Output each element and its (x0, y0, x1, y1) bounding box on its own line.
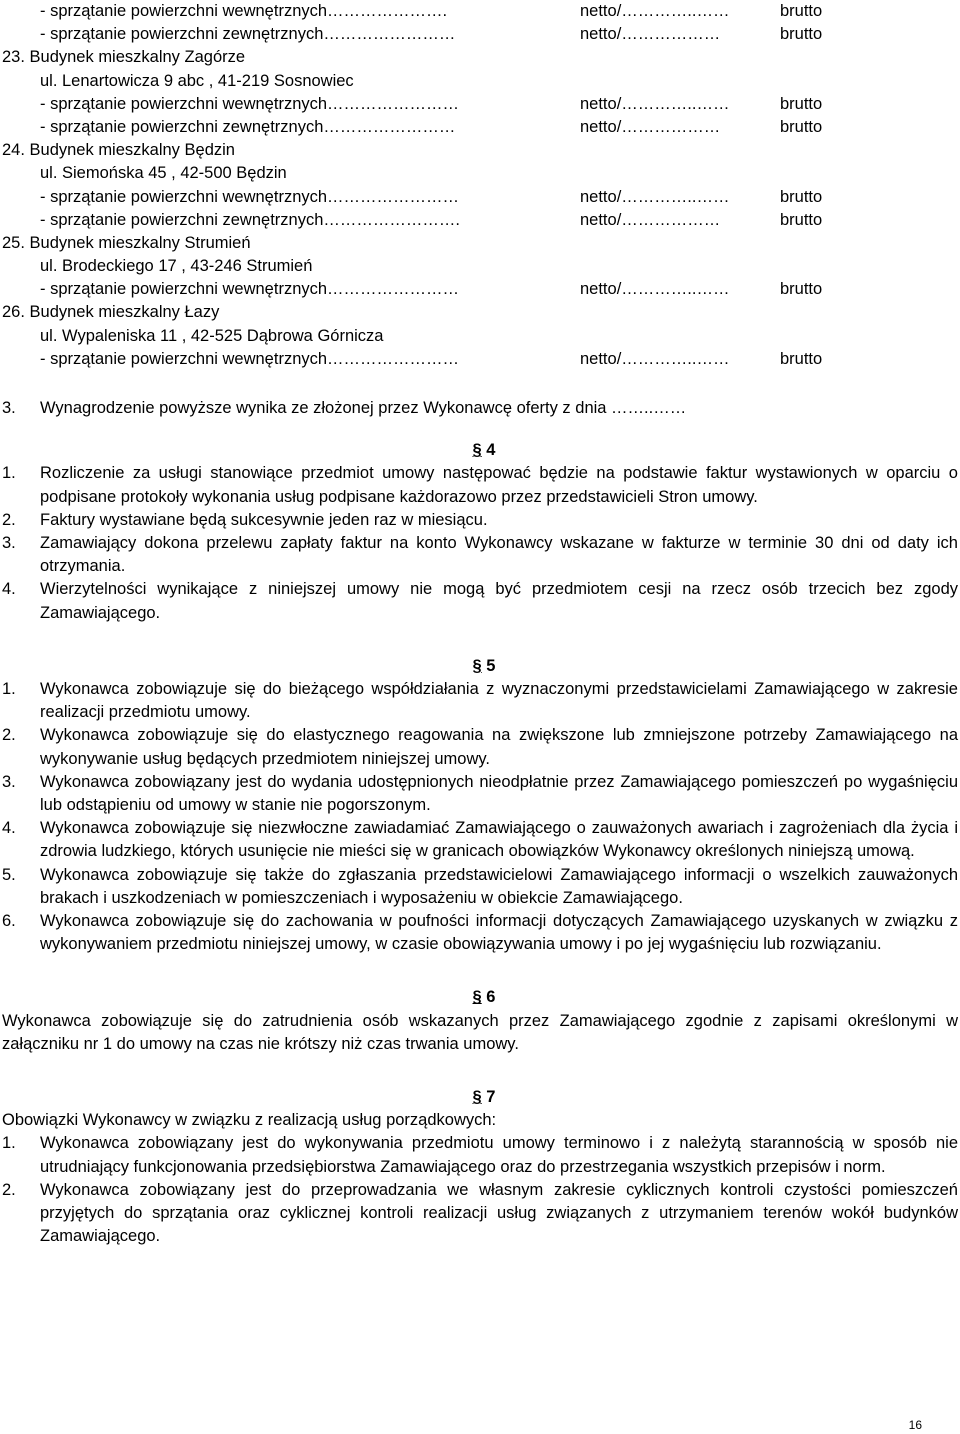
item-text: Wykonawca zobowiązany jest do przeprowadzania we własnym zakresie cyklicznych kontroli czystości pomieszczeń przyjętych do sprzątania oraz cyklicznej kontroli realizacji usług związanych z utrzymaniem terenów wokół budynków Zamawiającego. (40, 1180, 958, 1246)
section-number: 7 (486, 1088, 496, 1107)
item-text: Faktury wystawiane będą sukcesywnie jeden raz w miesiącu. (40, 510, 488, 529)
list-item (0, 532, 958, 578)
task-line (0, 93, 960, 116)
task-text: - sprzątanie powierzchni wewnętrznych…………………. (40, 2, 448, 20)
section-heading-7 (0, 1086, 960, 1109)
item-number: 6. (2, 912, 16, 931)
netto-label: netto/……………… (580, 25, 721, 44)
item-text: Wykonawca zobowiązany jest do wydania udostępnionych nieodpłatnie przez Zamawiającego pomieszczeń po wygaśnięciu lub odstąpieniu od umowy w stanie nie pogorszonym. (40, 772, 958, 815)
task-text: - sprzątanie powierzchni wewnętrznych…………………… (40, 187, 460, 206)
building-address (0, 162, 960, 185)
netto-label: netto/…………..…… (580, 349, 730, 368)
building-heading (0, 46, 960, 69)
brutto-label: brutto (780, 280, 823, 299)
task-line (0, 278, 960, 301)
item-text: Wynagrodzenie powyższe wynika ze złożonej przez Wykonawcę oferty z dnia ……..…… (40, 399, 687, 417)
task-text: - sprzątanie powierzchni zewnętrznych…………………… (40, 25, 456, 44)
item-number: 5. (2, 865, 16, 884)
list-item (0, 771, 958, 817)
building-address (0, 70, 960, 93)
brutto-label: brutto (780, 210, 823, 229)
task-line (0, 186, 960, 209)
task-text: - sprzątanie powierzchni zewnętrznych…………………… (40, 117, 456, 136)
item-number: 1. (2, 680, 16, 699)
item-number: 3. (2, 534, 16, 553)
item-text: Rozliczenie za usługi stanowiące przedmiot umowy następować będzie na podstawie faktur wystawionych w oparciu o podpisane protokoły wykonania usług podpisane każdorazowo przez przedstawicieli Stron umowy. (40, 464, 958, 506)
section-number: 4 (486, 441, 496, 460)
brutto-label: brutto (780, 349, 823, 368)
building-heading-text: 25. Budynek mieszkalny Strumień (2, 233, 251, 252)
task-line (0, 23, 960, 46)
list-item (0, 817, 958, 863)
item-text: Wykonawca zobowiązany jest do wykonywania przedmiotu umowy terminowo i z należytą starannością w sposób nie utrudniający funkcjonowania przedsiębiorstwa Zamawiającego oraz do przestrzegania wszystkich przepisów i norm. (40, 1134, 958, 1176)
item-text: Wykonawca zobowiązuje się niezwłoczne zawiadamiać Zamawiającego o zauważonych awariach i zagrożeniach dla życia i zdrowia ludzkiego, których usunięcie nie mieści się w granicach obowiązków Wykonawcy określonych niniejszą umową. (40, 819, 958, 861)
item-number: 1. (2, 1134, 16, 1153)
paragraph-symbol: § (472, 988, 482, 1007)
building-heading (0, 232, 960, 255)
section-heading-4 (0, 439, 960, 462)
brutto-label: brutto (780, 117, 823, 136)
buildings-list (0, 0, 960, 371)
building-heading-text: 24. Budynek mieszkalny Będzin (2, 141, 235, 160)
building-heading-text: 26. Budynek mieszkalny Łazy (2, 303, 220, 322)
section-paragraph: Wykonawca zobowiązuje się do zatrudnienia osób wskazanych przez Zamawiającego zgodnie z zapisami określonymi w załączniku nr 1 do umowy na czas nie krótszy niż czas trwania umowy. (2, 1011, 958, 1053)
brutto-label: brutto (780, 187, 823, 206)
section-heading-5 (0, 655, 960, 678)
list-item (0, 578, 958, 624)
building-address-text: ul. Brodeckiego 17 , 43-246 Strumień (40, 257, 313, 276)
netto-label: netto/……………… (580, 210, 721, 229)
task-line (0, 209, 960, 232)
item-text: Zamawiający dokona przelewu zapłaty faktur na konto Wykonawcy wskazane w fakturze w terminie 30 dni od daty ich otrzymania. (40, 534, 958, 576)
building-address-text: ul. Wypaleniska 11 , 42-525 Dąbrowa Górnicza (40, 326, 384, 345)
paragraph-symbol: § (472, 1088, 482, 1107)
task-line (0, 0, 960, 23)
task-text: - sprzątanie powierzchni zewnętrznych……………………. (40, 210, 460, 229)
netto-label: netto/…………..…… (580, 94, 730, 113)
paragraph-symbol: § (472, 656, 482, 675)
building-heading (0, 301, 960, 324)
item-number: 1. (2, 464, 16, 483)
list-item (0, 1179, 958, 1249)
building-address-text: ul. Siemońska 45 , 42-500 Będzin (40, 164, 287, 183)
list-item (0, 462, 958, 508)
netto-label: netto/…………..…… (580, 280, 730, 299)
item-text: Wierzytelności wynikające z niniejszej umowy nie mogą być przedmiotem cesji na rzecz osób trzecich bez zgody Zamawiającego. (40, 580, 958, 622)
brutto-label: brutto (780, 25, 823, 44)
list-item (0, 678, 958, 724)
netto-label: netto/…………..…… (580, 187, 730, 206)
item-text: Wykonawca zobowiązuje się do elastycznego reagowania na zwiększone lub zmniejszone potrzeby Zamawiającego na wykonywanie usług będących przedmiotem niniejszej umowy. (40, 726, 958, 768)
building-address (0, 255, 960, 278)
item-number: 4. (2, 819, 16, 838)
building-address (0, 325, 960, 348)
netto-label: netto/…………..…… (580, 2, 730, 20)
item-number: 2. (2, 1180, 16, 1199)
list-item (0, 910, 958, 956)
list-item (0, 864, 958, 910)
section-intro: Obowiązki Wykonawcy w związku z realizacją usług porządkowych: (2, 1111, 497, 1130)
item-text: Wykonawca zobowiązuje się do zachowania w poufności informacji dotyczących Zamawiającego uzyskanych w związku z wykonywaniem przedmiotu niniejszej umowy, w czasie obowiązywania umowy i po jej wygaśnięciu lub rozwiązaniu. (40, 912, 958, 954)
list-item (0, 1132, 958, 1178)
remuneration-item (0, 397, 958, 420)
building-heading (0, 139, 960, 162)
page-number: 16 (908, 1418, 922, 1432)
section-number: 5 (486, 656, 496, 675)
task-line (0, 116, 960, 139)
task-text: - sprzątanie powierzchni wewnętrznych…………………… (40, 280, 460, 299)
task-text: - sprzątanie powierzchni wewnętrznych…………………… (40, 94, 460, 113)
building-address-text: ul. Lenartowicza 9 abc , 41-219 Sosnowiec (40, 71, 354, 90)
item-number: 4. (2, 580, 16, 599)
item-number: 2. (2, 510, 16, 529)
section-number: 6 (486, 988, 496, 1007)
task-line (0, 348, 960, 371)
netto-label: netto/……………… (580, 117, 721, 136)
item-number: 3. (2, 399, 16, 417)
brutto-label: brutto (780, 2, 823, 20)
contract-body (0, 397, 958, 1249)
item-text: Wykonawca zobowiązuje się do bieżącego współdziałania z wyznaczonymi przedstawicielami Zamawiającego w zakresie realizacji przedmiotu umowy. (40, 680, 958, 722)
list-item (0, 724, 958, 770)
paragraph-symbol: § (472, 441, 482, 460)
section-heading-6 (0, 986, 960, 1009)
list-item (0, 509, 958, 532)
brutto-label: brutto (780, 94, 823, 113)
item-number: 2. (2, 726, 16, 745)
item-text: Wykonawca zobowiązuje się także do zgłaszania przedstawicielowi Zamawiającego informacji o wszelkich zauważonych brakach i uszkodzeniach w pomieszczeniach i wyposażeniu w obiekcie Zamawiającego. (40, 865, 958, 907)
task-text: - sprzątanie powierzchni wewnętrznych…………………… (40, 349, 460, 368)
building-heading-text: 23. Budynek mieszkalny Zagórze (2, 48, 246, 67)
item-number: 3. (2, 772, 16, 791)
